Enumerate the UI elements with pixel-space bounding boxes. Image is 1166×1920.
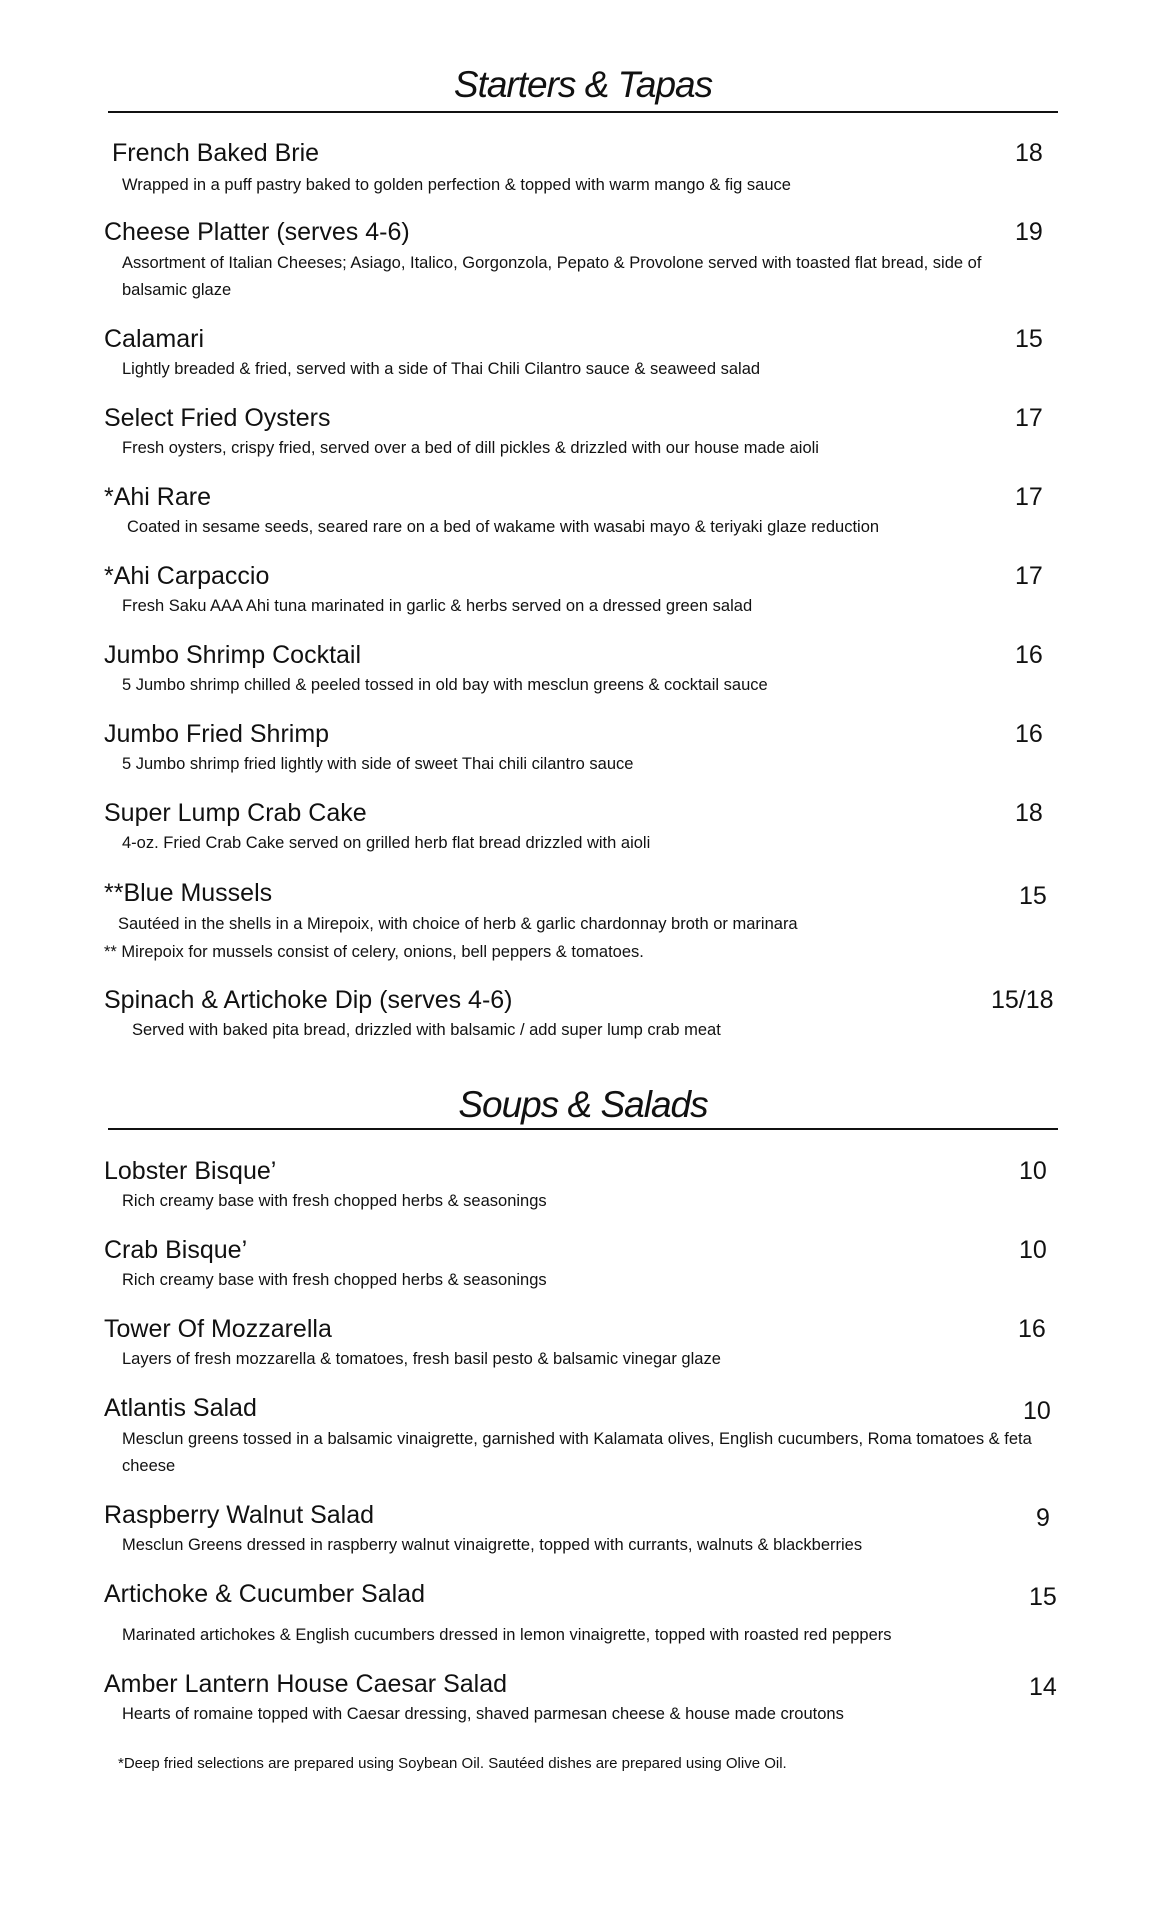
item-price: 19 [1015, 218, 1043, 246]
item-name: Spinach & Artichoke Dip (serves 4-6) [104, 986, 513, 1014]
item-name: Super Lump Crab Cake [104, 799, 367, 827]
item-price: 10 [1019, 1157, 1047, 1185]
item-name: Tower Of Mozzarella [104, 1315, 332, 1343]
item-price: 17 [1015, 483, 1043, 511]
item-description: Mesclun Greens dressed in raspberry walnut vinaigrette, topped with currants, walnuts & blackberries [122, 1536, 863, 1554]
item-description: Coated in sesame seeds, seared rare on a bed of wakame with wasabi mayo & teriyaki glaze reduction [127, 518, 880, 536]
item-name: Select Fried Oysters [104, 404, 331, 432]
item-price: 15/18 [991, 986, 1054, 1014]
item-name: French Baked Brie [112, 139, 320, 167]
item-description: Layers of fresh mozzarella & tomatoes, fresh basil pesto & balsamic vinegar glaze [122, 1350, 721, 1368]
item-description: 5 Jumbo shrimp fried lightly with side of sweet Thai chili cilantro sauce [122, 755, 634, 773]
item-description: Marinated artichokes & English cucumbers dressed in lemon vinaigrette, topped with roasted red peppers [122, 1626, 892, 1644]
section-title-starters: Starters & Tapas [453, 64, 713, 105]
item-price: 10 [1019, 1236, 1047, 1264]
item-description: Lightly breaded & fried, served with a side of Thai Chili Cilantro sauce & seaweed salad [122, 360, 761, 378]
item-description: 5 Jumbo shrimp chilled & peeled tossed in old bay with mesclun greens & cocktail sauce [122, 676, 768, 694]
item-name: Atlantis Salad [104, 1394, 257, 1422]
item-name: Jumbo Shrimp Cocktail [104, 641, 362, 669]
item-description: Rich creamy base with fresh chopped herbs & seasonings [122, 1271, 547, 1289]
item-price: 16 [1015, 641, 1043, 669]
item-name: Calamari [104, 325, 205, 353]
allergen-footnote: *Deep fried selections are prepared using Soybean Oil. Sautéed dishes are prepared using Olive Oil. [118, 1755, 787, 1772]
item-name: *Ahi Rare [104, 483, 211, 511]
item-name: Lobster Bisque’ [104, 1157, 277, 1185]
mussels-note: ** Mirepoix for mussels consist of celery, onions, bell peppers & tomatoes. [104, 943, 644, 961]
item-name: Amber Lantern House Caesar Salad [104, 1670, 508, 1698]
item-name: *Ahi Carpaccio [104, 562, 270, 590]
item-price: 16 [1018, 1315, 1046, 1343]
item-description: Hearts of romaine topped with Caesar dressing, shaved parmesan cheese & house made croutons [122, 1705, 844, 1723]
item-price: 9 [1036, 1504, 1050, 1532]
item-description: 4-oz. Fried Crab Cake served on grilled herb flat bread drizzled with aioli [122, 834, 651, 852]
section-title-soups: Soups & Salads [458, 1084, 708, 1125]
item-price: 14 [1029, 1673, 1057, 1701]
item-name: Artichoke & Cucumber Salad [104, 1580, 425, 1608]
item-price: 15 [1019, 882, 1047, 910]
item-name: Raspberry Walnut Salad [104, 1501, 375, 1529]
item-name: Cheese Platter (serves 4-6) [104, 218, 410, 246]
item-description: Fresh oysters, crispy fried, served over a bed of dill pickles & drizzled with our house made aioli [122, 439, 819, 457]
item-price: 16 [1015, 720, 1043, 748]
item-price: 15 [1029, 1583, 1057, 1611]
item-name: **Blue Mussels [104, 879, 273, 907]
item-price: 18 [1015, 139, 1043, 167]
item-price: 17 [1015, 562, 1043, 590]
section-divider [108, 1128, 1058, 1130]
item-price: 15 [1015, 325, 1043, 353]
item-description: Served with baked pita bread, drizzled with balsamic / add super lump crab meat [132, 1021, 721, 1039]
section-divider [108, 111, 1058, 113]
item-description: Assortment of Italian Cheeses; Asiago, Italico, Gorgonzola, Pepato & Provolone served with toasted flat bread, side of balsamic glaze [122, 254, 982, 299]
item-description: Mesclun greens tossed in a balsamic vinaigrette, garnished with Kalamata olives, English cucumbers, Roma tomatoes & feta cheese [122, 1430, 1032, 1475]
item-description: Wrapped in a puff pastry baked to golden perfection & topped with warm mango & fig sauce [122, 176, 791, 194]
item-description: Fresh Saku AAA Ahi tuna marinated in garlic & herbs served on a dressed green salad [122, 597, 753, 615]
item-price: 17 [1015, 404, 1043, 432]
item-name: Crab Bisque’ [104, 1236, 248, 1264]
item-name: Jumbo Fried Shrimp [104, 720, 330, 748]
item-description: Sautéed in the shells in a Mirepoix, with choice of herb & garlic chardonnay broth or marinara [118, 915, 798, 933]
item-description: Rich creamy base with fresh chopped herbs & seasonings [122, 1192, 547, 1210]
item-price: 10 [1023, 1397, 1051, 1425]
item-price: 18 [1015, 799, 1043, 827]
